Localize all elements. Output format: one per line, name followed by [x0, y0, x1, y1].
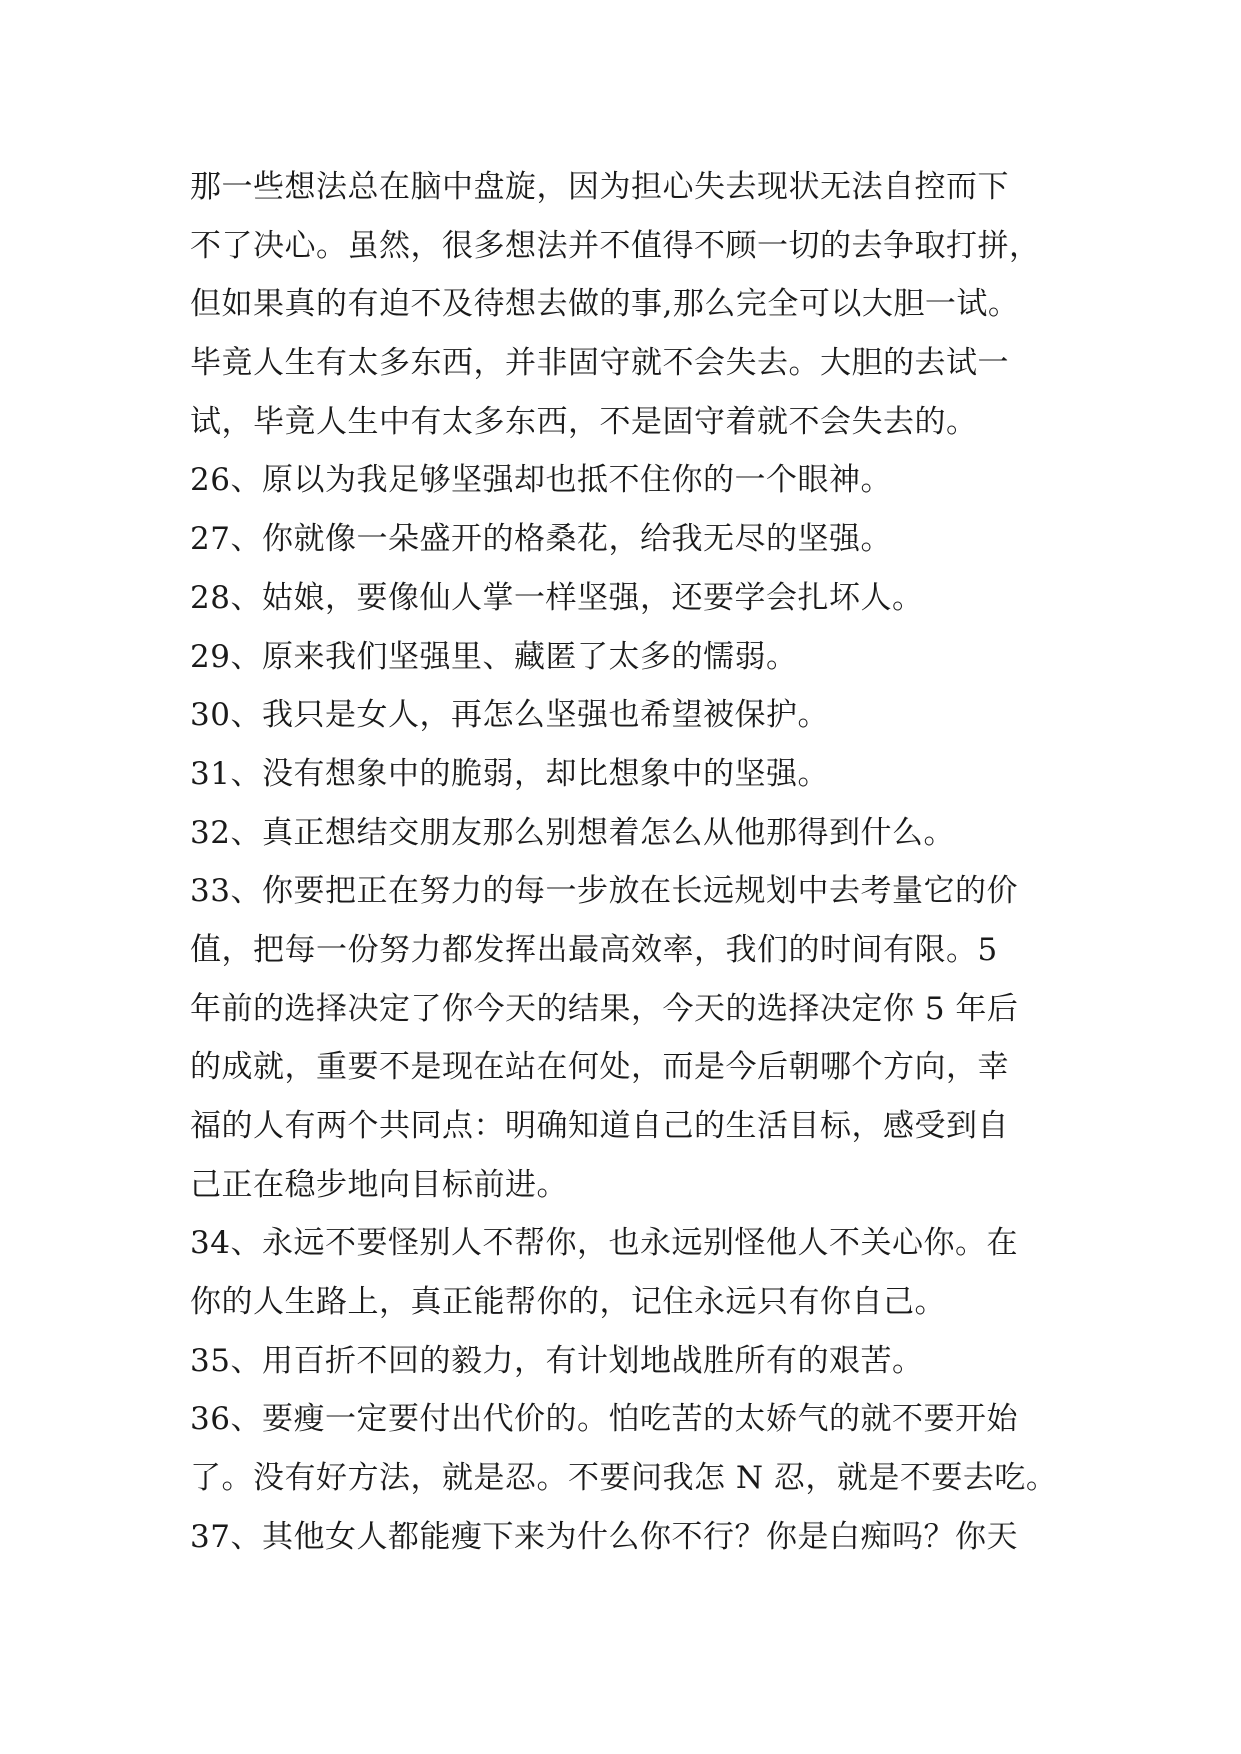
text-line: 年前的选择决定了你今天的结果，今天的选择决定你 5 年后: [190, 990, 1019, 1027]
text-line: 了。没有好方法，就是忍。不要问我怎 N 忍，就是不要去吃。: [190, 1460, 1058, 1497]
text-line: 那一些想法总在脑中盘旋，因为担心失去现状无法自控而下: [190, 169, 1009, 205]
text-line: 但如果真的有迫不及待想去做的事,那么完全可以大胆一试。: [190, 286, 1020, 323]
text-line: 31、没有想象中的脆弱，却比想象中的坚强。: [190, 755, 829, 792]
text-line: 26、原以为我足够坚强却也抵不住你的一个眼神。: [190, 462, 892, 499]
text-line: 27、你就像一朵盛开的格桑花，给我无尽的坚强。: [190, 521, 892, 558]
text-line: 30、我只是女人，再怎么坚强也希望被保护。: [190, 697, 829, 734]
text-line: 28、姑娘，要像仙人掌一样坚强，还要学会扎坏人。: [190, 579, 924, 616]
body-text: [190, 158, 1090, 1567]
text-line: 32、真正想结交朋友那么别想着怎么从他那得到什么。: [190, 814, 955, 851]
text-line: 33、你要把正在努力的每一步放在长远规划中去考量它的价: [190, 873, 1018, 910]
text-line: 你的人生路上，真正能帮你的，记住永远只有你自己。: [190, 1284, 946, 1321]
text-line: 己正在稳步地向目标前进。: [190, 1166, 568, 1203]
text-line: 值，把每一份努力都发挥出最高效率，我们的时间有限。5: [190, 931, 998, 968]
text-line: 的成就，重要不是现在站在何处，而是今后朝哪个方向，幸: [190, 1049, 1009, 1086]
text-line: 29、原来我们坚强里、藏匿了太多的懦弱。: [190, 638, 798, 675]
text-line: 37、其他女人都能瘦下来为什么你不行？你是白痴吗？你天: [190, 1518, 1018, 1555]
text-line: 34、永远不要怪别人不帮你，也永远别怪他人不关心你。在: [190, 1225, 1018, 1262]
text-line: 福的人有两个共同点：明确知道自己的生活目标，感受到自: [190, 1108, 1009, 1144]
text-line: 不了决心。虽然，很多想法并不值得不顾一切的去争取打拼，: [190, 227, 1041, 264]
text-line: 35、用百折不回的毅力，有计划地战胜所有的艰苦。: [190, 1342, 924, 1379]
text-line: 毕竟人生有太多东西，并非固守就不会失去。大胆的去试一: [190, 345, 1009, 382]
text-line: 试，毕竟人生中有太多东西，不是固守着就不会失去的。: [190, 403, 978, 440]
text-line: 36、要瘦一定要付出代价的。怕吃苦的太娇气的就不要开始: [190, 1401, 1018, 1438]
